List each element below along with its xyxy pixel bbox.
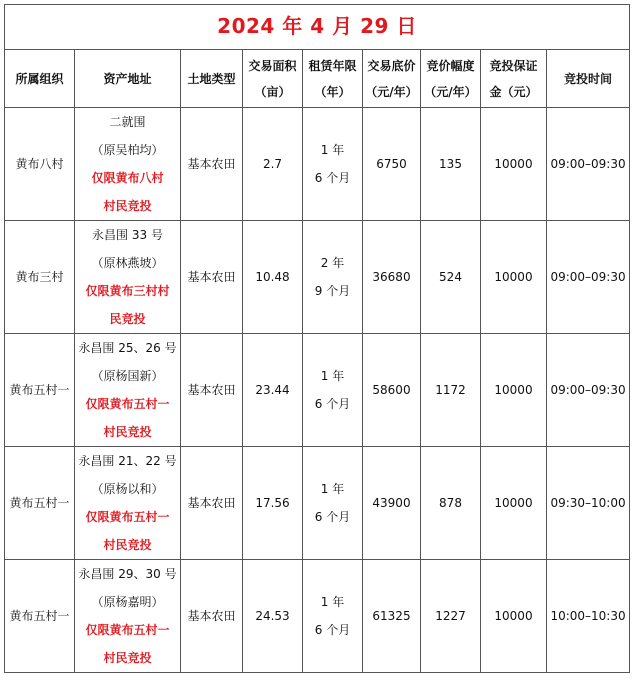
price-cell: 58600 (363, 334, 421, 447)
table-row (5, 560, 630, 673)
area-cell: 2.7 (243, 108, 303, 221)
land-type-cell: 基本农田 (181, 560, 243, 673)
header-price: 交易底价 （元/年） (363, 50, 421, 108)
header-time: 竞投时间 (547, 50, 630, 108)
address-line: （原林燕坡） (91, 256, 164, 270)
header-row (5, 50, 630, 108)
time-cell: 09:00–09:30 (547, 108, 630, 221)
price-cell: 36680 (363, 221, 421, 334)
address-note-line: 村民竞投 (103, 199, 152, 213)
term-line: 9 个月 (314, 284, 351, 298)
address-note-line: 仅限黄布三村村 (85, 284, 170, 298)
org-cell: 黄布五村一 (5, 334, 75, 447)
auction-table (4, 4, 630, 673)
term-line: 2 年 (320, 256, 345, 270)
land-type-cell: 基本农田 (181, 108, 243, 221)
address-line: （原杨嘉明） (91, 595, 164, 609)
address-note-line: 民竞投 (109, 312, 146, 326)
area-cell: 17.56 (243, 447, 303, 560)
address-line: 永昌围 25、26 号 (78, 341, 177, 355)
term-cell (303, 447, 363, 560)
deposit-cell: 10000 (481, 560, 547, 673)
org-cell: 黄布八村 (5, 108, 75, 221)
term-cell (303, 560, 363, 673)
header-org: 所属组织 (5, 50, 75, 108)
step-cell: 135 (421, 108, 481, 221)
time-cell: 09:00–09:30 (547, 334, 630, 447)
term-cell (303, 108, 363, 221)
org-cell: 黄布五村一 (5, 447, 75, 560)
time-cell: 09:00–09:30 (547, 221, 630, 334)
land-type-cell: 基本农田 (181, 334, 243, 447)
address-line: （原杨国新） (91, 369, 164, 383)
title-cell (5, 5, 630, 50)
term-line: 6 个月 (314, 510, 351, 524)
address-line: （原杨以和） (91, 482, 164, 496)
term-line: 1 年 (320, 595, 345, 609)
term-line: 6 个月 (314, 171, 351, 185)
table-row (5, 221, 630, 334)
land-type-cell: 基本农田 (181, 221, 243, 334)
address-line: （原吴柏均） (91, 143, 164, 157)
header-step: 竞价幅度 （元/年） (421, 50, 481, 108)
address-line: 永昌围 29、30 号 (78, 567, 177, 581)
address-note-line: 仅限黄布五村一 (85, 397, 170, 411)
term-line: 6 个月 (314, 623, 351, 637)
address-cell (75, 221, 181, 334)
org-cell: 黄布三村 (5, 221, 75, 334)
deposit-cell: 10000 (481, 108, 547, 221)
address-note-line: 村民竞投 (103, 651, 152, 665)
address-note-line: 村民竞投 (103, 425, 152, 439)
address-line: 二就围 (109, 115, 146, 129)
price-cell: 43900 (363, 447, 421, 560)
address-cell (75, 334, 181, 447)
table-row (5, 108, 630, 221)
term-cell (303, 334, 363, 447)
address-line: 永昌围 21、22 号 (78, 454, 177, 468)
table-body (5, 108, 630, 673)
deposit-cell: 10000 (481, 334, 547, 447)
step-cell: 1172 (421, 334, 481, 447)
address-note-line: 仅限黄布五村一 (85, 623, 170, 637)
term-line: 1 年 (320, 143, 345, 157)
header-address: 资产地址 (75, 50, 181, 108)
header-area: 交易面积 （亩） (243, 50, 303, 108)
step-cell: 878 (421, 447, 481, 560)
address-cell (75, 447, 181, 560)
table-row (5, 334, 630, 447)
term-line: 1 年 (320, 369, 345, 383)
header-land-type: 土地类型 (181, 50, 243, 108)
address-note-line: 村民竞投 (103, 538, 152, 552)
time-cell: 09:30–10:00 (547, 447, 630, 560)
address-note-line: 仅限黄布八村 (91, 171, 164, 185)
area-cell: 24.53 (243, 560, 303, 673)
title-row (5, 5, 630, 50)
table-row (5, 447, 630, 560)
page-title: 2024 年 4 月 29 日 (217, 13, 417, 38)
term-line: 6 个月 (314, 397, 351, 411)
deposit-cell: 10000 (481, 221, 547, 334)
price-cell: 61325 (363, 560, 421, 673)
step-cell: 524 (421, 221, 481, 334)
address-line: 永昌围 33 号 (92, 228, 163, 242)
address-note-line: 仅限黄布五村一 (85, 510, 170, 524)
header-deposit: 竞投保证 金（元） (481, 50, 547, 108)
time-cell: 10:00–10:30 (547, 560, 630, 673)
address-cell (75, 560, 181, 673)
org-cell: 黄布五村一 (5, 560, 75, 673)
price-cell: 6750 (363, 108, 421, 221)
address-cell (75, 108, 181, 221)
area-cell: 23.44 (243, 334, 303, 447)
term-cell (303, 221, 363, 334)
area-cell: 10.48 (243, 221, 303, 334)
deposit-cell: 10000 (481, 447, 547, 560)
land-type-cell: 基本农田 (181, 447, 243, 560)
term-line: 1 年 (320, 482, 345, 496)
header-term: 租赁年限 （年） (303, 50, 363, 108)
step-cell: 1227 (421, 560, 481, 673)
